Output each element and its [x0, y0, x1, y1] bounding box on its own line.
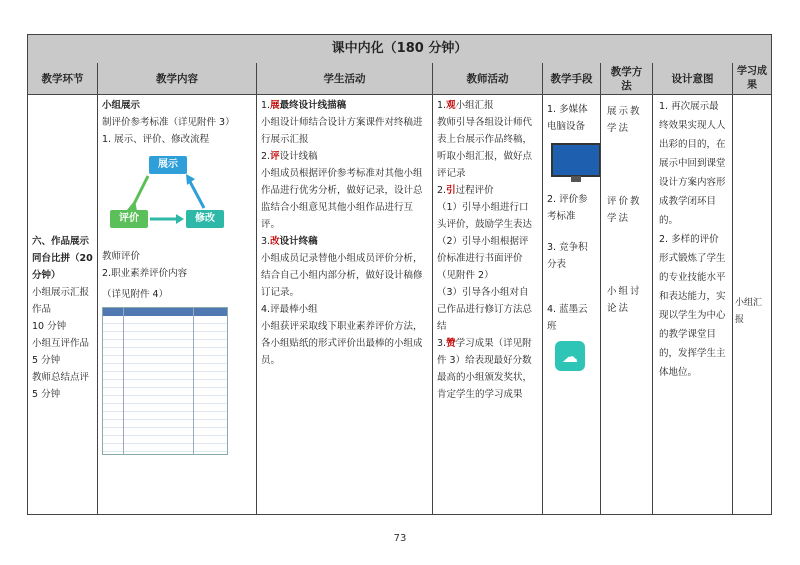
attachment-thumbnail	[102, 307, 228, 455]
teacher-step-title: 1.观小组汇报	[437, 100, 494, 111]
intent-cell	[653, 95, 733, 514]
stage-line: 教师总结点评 5 分钟	[32, 372, 90, 400]
content-line: 制评价参考标准（详见附件 3）	[102, 117, 235, 128]
content-line: 教师评价	[102, 251, 141, 262]
student-step-title: 1.展最终设计线描稿	[261, 100, 347, 111]
teacher-step-title: 2.引过程评价	[437, 185, 494, 196]
intent-item: 2. 多样的评价形式锻炼了学生的专业技能水平和表达能力，实现以学生为中心的教学课堂目的，发挥学生主体地位。	[659, 234, 726, 378]
means-item: 2. 评价参考标准	[547, 194, 588, 222]
review-flow-diagram	[108, 154, 228, 232]
content-line: 2.职业素养评价内容	[102, 268, 188, 279]
method-item: 展示教学法	[607, 106, 642, 134]
outcome-text: 小组汇报	[735, 298, 763, 325]
method-item: 评价教学法	[607, 196, 642, 224]
teacher-cell	[433, 95, 543, 514]
means-item: 1. 多媒体电脑设备	[547, 104, 588, 132]
student-step-body: 小组成员记录替他小组成员评价分析，结合自己小组内部分析，做好设计稿修订记录。	[261, 253, 423, 298]
content-line: 1. 展示、评价、修改流程	[102, 134, 210, 145]
student-step-body: 小组成员根据评价参考标准对其他小组作品进行优劣分析，做好记录，设计总监结合小组意见其他小组作品进行互评。	[261, 168, 423, 230]
teacher-step-body: （1）引导小组进行口头评价，鼓励学生表达 （2）引导小组根据评价标准进行书面评价（见附件 2） （3）引导各小组对自己作品进行修订方法总结	[437, 202, 533, 332]
stage-line: 小组展示汇报作品	[32, 287, 90, 315]
header-outcome: 学习成果	[733, 63, 771, 95]
student-step-title: 3.改设计终稿	[261, 236, 318, 247]
means-cell	[543, 95, 601, 514]
monitor-icon	[551, 143, 601, 177]
teacher-step-body: 教师引导各组设计师代表上台展示作品终稿，听取小组汇报，做好点评记录	[437, 117, 533, 179]
student-step-title: 4.评最棒小组	[261, 304, 318, 315]
flow-arrows	[108, 154, 228, 232]
header-teacher: 教师活动	[433, 63, 543, 95]
stage-line: 小组互评作品 5 分钟	[32, 338, 90, 366]
flow-evaluate: 评价	[110, 210, 148, 228]
method-item: 小组讨论法	[607, 286, 642, 314]
page-number: 73	[393, 533, 407, 544]
stage-line: 10 分钟	[32, 321, 67, 332]
flow-modify: 修改	[186, 210, 224, 228]
header-stage: 教学环节	[28, 63, 98, 95]
teacher-step-title: 3.赞学习成果（详见附件 3）给表现最好分数最高的小组颁发奖状，肯定学生的学习成果	[437, 338, 533, 400]
means-item: 4. 蓝墨云班	[547, 304, 588, 332]
student-cell	[257, 95, 433, 514]
methods-cell	[601, 95, 653, 514]
flow-show: 展示	[149, 156, 187, 174]
header-intent: 设计意图	[653, 63, 733, 95]
outcome-cell	[733, 95, 771, 514]
header-means: 教学手段	[543, 63, 601, 95]
student-step-body: 小组设计师结合设计方案课件对终稿进行展示汇报	[261, 117, 423, 145]
means-item: 3. 竞争积分表	[547, 242, 588, 270]
header-methods: 教学方法	[601, 63, 653, 95]
cloud-class-app-icon: ☁	[555, 341, 585, 371]
intent-item: 1. 再次展示最终效果实现人人出彩的目的，在展示中回到课堂设计方案内容形成教学闭环目的。	[659, 101, 726, 226]
student-step-body: 小组获评采取线下职业素养评价方法，各小组贴纸的形式评价出最棒的小组成员。	[261, 321, 423, 366]
stage-cell	[28, 95, 98, 514]
content-line: （详见附件 4）	[102, 289, 169, 300]
header-content: 教学内容	[98, 63, 257, 95]
stage-title: 六、作品展示同台比拼（20 分钟）	[32, 236, 93, 281]
student-step-title: 2.评设计线稿	[261, 151, 318, 162]
content-heading: 小组展示	[102, 100, 141, 111]
table-title: 课中内化（180 分钟）	[28, 35, 771, 64]
lesson-table	[27, 34, 772, 515]
content-cell	[98, 95, 257, 514]
header-student: 学生活动	[257, 63, 433, 95]
